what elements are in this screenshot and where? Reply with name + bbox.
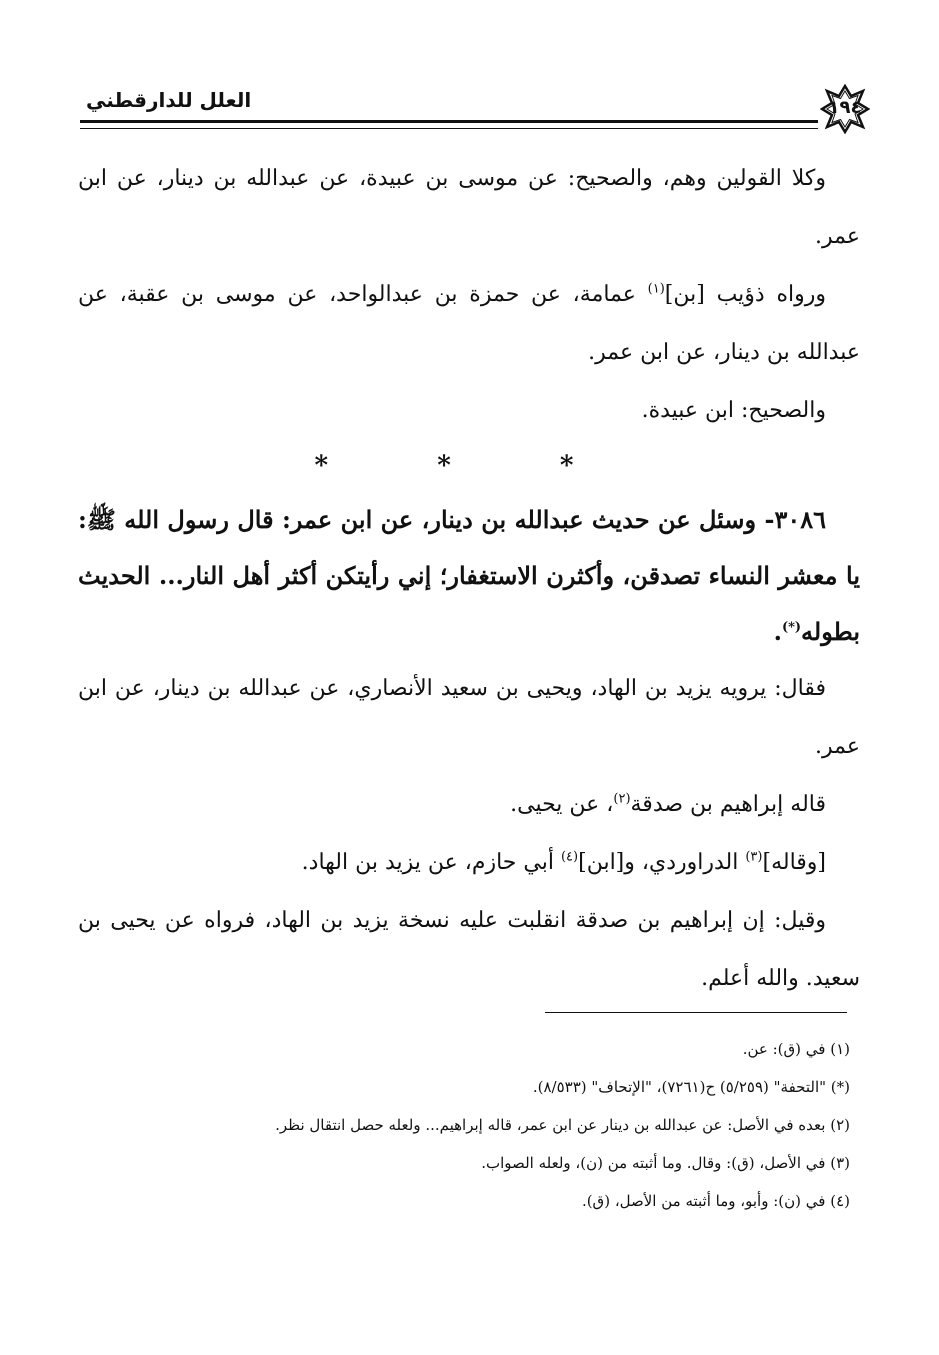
paragraph-7: وقيل: إن إبراهيم بن صدقة انقلبت عليه نسخة يزيد بن الهاد، فرواه عن يحيى بن سعيد. والله أعلم. [78,908,860,991]
footnote-ref-star: (*) [781,620,802,635]
footnote-4: (٤) في (ن): وأبو، وما أثبته من الأصل، (ق). [581,1192,850,1210]
footnote-1: (١) في (ق): عن. [742,1040,850,1058]
footnote-rule [545,1012,847,1013]
footnote-star: (*) "التحفة" (٥/٢٥٩) ح(٧٢٦١)، "الإتحاف" (٨/٥٣٣). [532,1078,850,1096]
paragraph-5: قاله إبراهيم بن صدقة$^{(٢)}$، عن يحيى. [510,791,826,817]
page-number: ١٩٤ [828,97,862,118]
footnote-ref-1: (١) [647,281,665,297]
paragraph-2: ورواه ذؤيب [بن]$^{(١)}$ عمامة، عن حمزة بن عبدالواحد، عن موسى بن عقبة، عن عبدالله بن دينار، عن ابن عمر. [78,281,860,365]
header-rule [80,120,818,129]
paragraph-6: [وقاله]$^{(٣)}$ الدراوردي، و[ابن]$^{(٤)}$ أبي حازم، عن يزيد بن الهاد. [301,849,826,875]
paragraph-3: والصحيح: ابن عبيدة. [641,398,826,423]
book-title: العلل للدارقطني [86,88,252,112]
paragraph-1: وكلا القولين وهم، والصحيح: عن موسى بن عبيدة، عن عبدالله بن دينار، عن ابن عمر. [78,166,860,249]
footnote-ref-3: (٣) [745,849,763,865]
footnote-ref-2: (٢) [613,791,631,807]
section-separator: * * * [314,451,624,481]
hadith-heading: ٣٠٨٦- وسئل عن حديث عبدالله بن دينار، عن ابن عمر: قال رسول الله ﷺ: يا معشر النساء تصدقن، وأكثرن الاستغفار؛ إني رأيتكن أكثر أهل النار... الحديث بطوله(*). [78,505,861,646]
main-text [78,150,860,1008]
footnote-3: (٣) في الأصل، (ق): وقال. وما أثبته من (ن)، ولعله الصواب. [481,1154,850,1172]
footnote-2: (٢) بعده في الأصل: عن عبدالله بن دينار عن ابن عمر، قاله إبراهيم... ولعله حصل انتقال نظر. [275,1116,850,1134]
paragraph-4: فقال: يرويه يزيد بن الهاد، ويحيى بن سعيد الأنصاري، عن عبدالله بن دينار، عن ابن عمر. [78,676,860,759]
running-header [80,84,870,130]
footnotes [200,1030,850,1220]
page-number-badge [820,84,870,134]
footnote-ref-4: (٤) [560,849,579,865]
